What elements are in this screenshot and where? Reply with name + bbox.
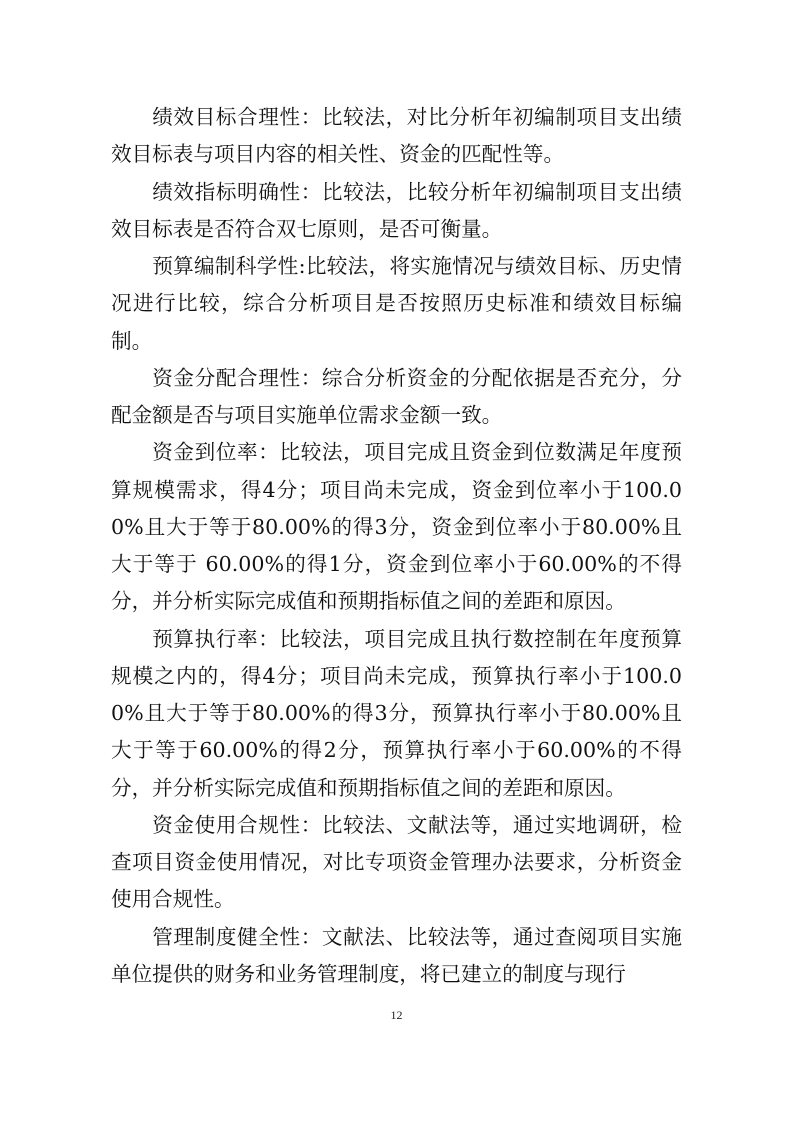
paragraph-goal-rationality: 绩效目标合理性：比较法，对比分析年初编制项目支出绩效目标表与项目内容的相关性、资金的匹配性等。: [111, 105, 682, 167]
paragraph-fund-compliance: 资金使用合规性：比较法、文献法等，通过实地调研，检查项目资金使用情况，对比专项资金管理办法要求，分析资金使用合规性。: [111, 812, 682, 912]
paragraph-fund-arrival-rate: 资金到位率：比较法，项目完成且资金到位数满足年度预算规模需求，得4分；项目尚未完成，资金到位率小于100.00%且大于等于80.00%的得3分，资金到位率小于80.00%且大于等于 60.00%的得1分，资金到位率小于60.00%的不得分，并分析实际完成值和预期指标值之间的差距和原因。: [111, 440, 682, 614]
paragraph-budget-execution-rate: 预算执行率：比较法，项目完成且执行数控制在年度预算规模之内的，得4分；项目尚未完成，预算执行率小于100.00%且大于等于80.00%的得3分，预算执行率小于80.00%且大于等于60.00%的得2分，预算执行率小于60.00%的不得分，并分析实际完成值和预期指标值之间的差距和原因。: [111, 626, 682, 800]
paragraph-management-system: 管理制度健全性：文献法、比较法等，通过查阅项目实施单位提供的财务和业务管理制度，将已建立的制度与现行: [111, 924, 682, 986]
document-body: [111, 99, 682, 993]
paragraph-fund-allocation: 资金分配合理性：综合分析资金的分配依据是否充分，分配金额是否与项目实施单位需求金额一致。: [111, 365, 682, 427]
paragraph-indicator-clarity: 绩效指标明确性：比较法，比较分析年初编制项目支出绩效目标表是否符合双七原则，是否可衡量。: [111, 179, 682, 241]
paragraph-budget-scientific: 预算编制科学性:比较法，将实施情况与绩效目标、历史情况进行比较，综合分析项目是否按照历史标准和绩效目标编制。: [111, 254, 682, 353]
page-number: 12: [390, 1008, 403, 1022]
